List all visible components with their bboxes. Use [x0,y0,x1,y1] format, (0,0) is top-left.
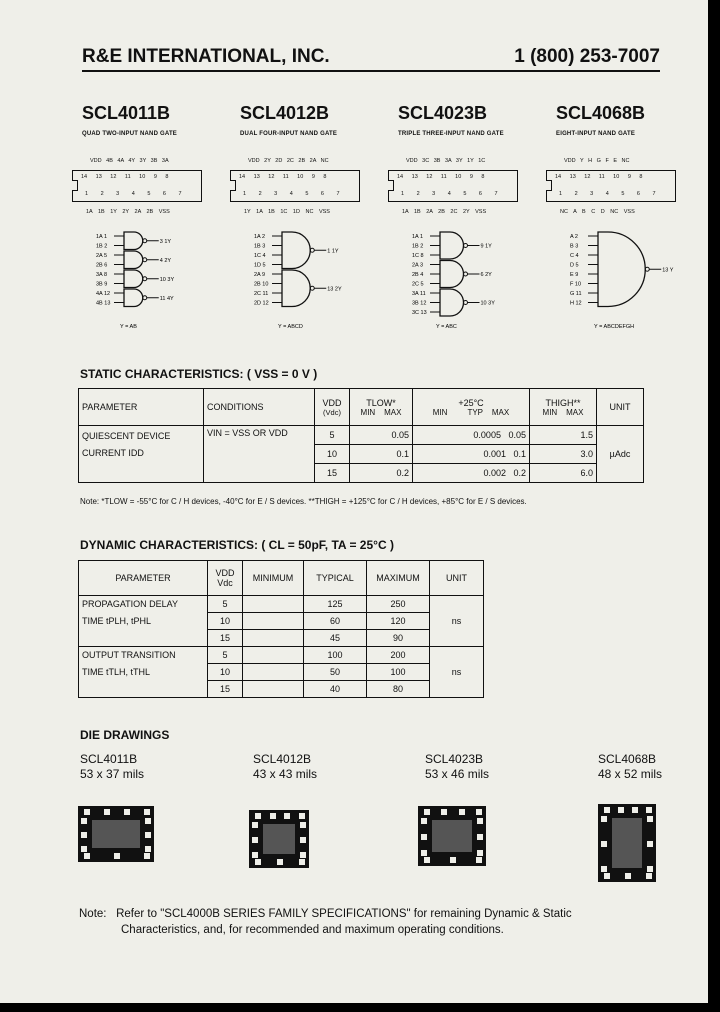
logic-equation: Y = AB [120,324,137,330]
dyn-vdd: 15 [208,630,243,647]
th-tlow: TLOW* MIN MAX [350,389,413,426]
logic-diagram [570,230,690,330]
top-pin-names: VDD 3C 3B 3A 3Y 1Y 1C [406,158,486,164]
output-label: 11 4Y [159,295,174,302]
dyn-typ: 45 [304,630,367,647]
die-part-name: SCL4012B [253,752,312,766]
top-pin-names: VDD 4B 4A 4Y 3Y 3B 3A [90,158,169,164]
nand-gate [598,232,645,307]
bond-pad [477,850,483,856]
dyn-min [243,681,304,698]
dyn-max: 100 [367,664,430,681]
dyn-vdd: 5 [208,647,243,664]
dyn-min [243,596,304,613]
nand-gate [124,251,143,269]
bond-pad [124,809,130,815]
dth-parameter: PARAMETER [79,561,208,596]
bond-pad [300,837,306,843]
bond-pad [476,809,482,815]
input-label: 2B 10 [254,281,269,288]
input-label: 1B 3 [254,243,266,250]
logic-equation: Y = ABCD [278,324,303,330]
die-size: 48 x 52 mils [598,767,663,781]
logic-equation: Y = ABCDEFGH [594,324,635,330]
th-parameter: PARAMETER [79,389,204,426]
dyn-typ: 40 [304,681,367,698]
dyn-min [243,613,304,630]
bond-pad [604,873,610,879]
bond-pad [421,850,427,856]
input-label: 2B 6 [96,262,108,269]
footnote-line1: Refer to "SCL4000B SERIES FAMILY SPECIFICATIONS" for remaining Dynamic & Static [116,908,572,920]
input-label: 1C 4 [254,253,266,259]
dyn-min [243,647,304,664]
bond-pad [601,841,607,847]
dth-max: MAXIMUM [367,561,430,596]
logic-diagram [96,230,216,330]
dth-typ: TYPICAL [304,561,367,596]
input-label: D 5 [570,262,579,269]
bond-pad [477,834,483,840]
table-row [79,647,484,664]
dyn-min [243,630,304,647]
die-part-name: SCL4011B [80,752,138,766]
top-pin-numbers: 14 13 12 11 10 9 8 [239,174,327,180]
input-label: 2A 5 [96,253,108,259]
bond-pad [255,859,261,865]
top-pin-numbers: 14 13 12 11 10 9 8 [397,174,485,180]
input-label: E 9 [570,272,579,278]
bond-pad [647,866,653,872]
input-label: 1A 1 [412,234,424,240]
bond-pad [477,818,483,824]
dyn-max: 80 [367,681,430,698]
part-description: EIGHT-INPUT NAND GATE [556,131,636,137]
part-description: QUAD TWO-INPUT NAND GATE [82,131,178,137]
static-title: STATIC CHARACTERISTICS: ( VSS = 0 V ) [80,367,318,381]
static-note: Note: *TLOW = -55°C for C / H devices, -40°C for E / S devices. **THIGH = +125°C for C / H devices, +85°C for E / S devices. [80,497,527,506]
bond-pad [270,813,276,819]
logic-diagram [412,230,532,330]
top-pin-names: VDD 2Y 2D 2C 2B 2A NC [248,158,329,164]
bond-pad [632,807,638,813]
bond-pad [618,807,624,813]
footnote-line2: Characteristics, and, for recommended and maximum operating conditions. [121,924,504,936]
input-label: 1B 2 [96,243,108,250]
dyn-max: 120 [367,613,430,630]
dth-unit: UNIT [430,561,484,596]
input-label: 3B 12 [412,300,427,307]
bond-pad [450,857,456,863]
bond-pad [476,857,482,863]
table-row [79,596,484,613]
vdd-10: 10 [315,445,350,464]
input-label: 1D 5 [254,262,266,269]
bond-pad [299,813,305,819]
die-image [78,806,154,862]
part-number: SCL4011B [82,103,171,123]
footnote [79,906,572,938]
input-label: 2D 12 [254,300,269,307]
logic-diagram [254,230,374,330]
tlow-max-5: 0.05 [350,426,413,445]
input-label: G 11 [570,291,582,297]
input-label: A 2 [570,234,578,240]
nand-gate [440,261,464,288]
vdd-15: 15 [315,464,350,483]
input-label: F 10 [570,281,582,288]
nand-gate [440,232,463,259]
die-core [92,820,140,848]
input-label: 1A 2 [254,234,266,240]
die-core [263,824,295,854]
bond-pad [277,859,283,865]
bond-pad [646,873,652,879]
die-image [249,810,309,868]
dip-package [72,170,202,202]
input-label: 4B 13 [96,300,111,307]
page-header [82,46,660,72]
bond-pad [300,852,306,858]
bond-pad [299,859,305,865]
bond-pad [81,818,87,824]
bond-pad [252,852,258,858]
thigh-max-10: 3.0 [530,445,597,464]
bond-pad [646,807,652,813]
input-label: 3C 13 [412,310,427,316]
bond-pad [421,818,427,824]
bond-pad [424,809,430,815]
dip-package [230,170,360,202]
output-label: 3 1Y [159,238,172,245]
dip-package [388,170,518,202]
top-pin-numbers: 14 13 12 11 10 9 8 [81,174,169,180]
bottom-pin-numbers: 1 2 3 4 5 6 7 [85,191,182,197]
dynamic-table [78,560,484,698]
top-pin-numbers: 14 13 12 11 10 9 8 [555,174,643,180]
bottom-pin-names: NC A B C D NC VSS [560,209,635,215]
input-label: 2A 9 [254,272,266,278]
input-label: H 12 [570,300,582,307]
company-name: R&E INTERNATIONAL, INC. [82,46,330,67]
part-number: SCL4068B [556,103,646,123]
dyn-param: OUTPUT TRANSITION TIME tTLH, tTHL [79,647,208,698]
bond-pad [441,809,447,815]
nand-gate [282,270,310,307]
output-label: 6 2Y [480,272,492,278]
dyn-param: PROPAGATION DELAY TIME tPLH, tPHL [79,596,208,647]
dyn-unit: ns [430,647,484,698]
dyn-min [243,664,304,681]
dip-package [546,170,676,202]
bond-pad [625,873,631,879]
input-label: 2B 4 [412,272,424,278]
nand-gate [440,289,464,316]
output-label: 10 3Y [480,300,495,307]
die-image [598,804,656,882]
bond-pad [145,818,151,824]
static-table [78,388,644,483]
bond-pad [604,807,610,813]
tlow-max-15: 0.2 [350,464,413,483]
bond-pad [81,846,87,852]
die-core [432,820,472,852]
bottom-pin-numbers: 1 2 3 4 5 6 7 [401,191,498,197]
input-label: 2C 11 [254,291,269,297]
bond-pad [252,822,258,828]
dyn-vdd: 5 [208,596,243,613]
input-label: B 3 [570,243,579,250]
vdd-5: 5 [315,426,350,445]
bond-pad [84,809,90,815]
die-image [418,806,486,866]
thigh-max-15: 6.0 [530,464,597,483]
bottom-pin-names: 1Y 1A 1B 1C 1D NC VSS [244,209,330,215]
thigh-max-5: 1.5 [530,426,597,445]
bottom-pin-names: 1A 1B 2A 2B 2C 2Y VSS [402,209,487,215]
top-pin-names: VDD Y H G F E NC [564,158,630,164]
dyn-vdd: 15 [208,681,243,698]
bond-pad [601,816,607,822]
dth-min: MINIMUM [243,561,304,596]
bond-pad [647,841,653,847]
dyn-max: 90 [367,630,430,647]
die-title: DIE DRAWINGS [80,728,170,742]
die-size: 53 x 37 mils [80,767,145,781]
nand-gate [124,270,143,288]
th-25c: +25°C MIN TYP MAX [413,389,530,426]
dyn-typ: 50 [304,664,367,681]
nand-gate [124,232,143,250]
t25-15: 0.002 0.2 [413,464,530,483]
bond-pad [255,813,261,819]
input-label: C 4 [570,253,579,259]
th-thigh: THIGH** MIN MAX [530,389,597,426]
input-label: 3A 8 [96,272,108,278]
logic-equation: Y = ABC [436,324,457,330]
dyn-unit: ns [430,596,484,647]
t25-10: 0.001 0.1 [413,445,530,464]
bond-pad [284,813,290,819]
dyn-vdd: 10 [208,613,243,630]
bond-pad [84,853,90,859]
die-part-name: SCL4068B [598,752,657,766]
bond-pad [647,816,653,822]
bond-pad [300,822,306,828]
bond-pad [252,837,258,843]
part-number: SCL4012B [240,103,330,123]
dyn-max: 250 [367,596,430,613]
output-label: 4 2Y [159,257,172,264]
phone-number: 1 (800) 253-7007 [514,46,660,67]
input-label: 1C 8 [412,253,424,259]
bond-pad [81,832,87,838]
nand-gate [124,289,143,307]
part-number: SCL4023B [398,103,488,123]
output-label: 13 Y [662,267,674,274]
cond-cell: VIN = VSS OR VDD [204,426,315,483]
output-label: 10 3Y [159,276,175,283]
dyn-typ: 60 [304,613,367,630]
bottom-pin-numbers: 1 2 3 4 5 6 7 [559,191,656,197]
bond-pad [144,809,150,815]
output-label: 1 1Y [327,248,339,255]
input-label: 2A 3 [412,262,424,269]
bond-pad [144,853,150,859]
bottom-pin-numbers: 1 2 3 4 5 6 7 [243,191,340,197]
dyn-vdd: 10 [208,664,243,681]
input-label: 1B 2 [412,243,424,250]
input-label: 3A 11 [412,291,426,297]
footnote-label: Note: [79,908,107,920]
output-label: 13 2Y [327,286,342,293]
output-label: 9 1Y [480,243,492,250]
part-description: TRIPLE THREE-INPUT NAND GATE [398,131,504,137]
input-label: 2C 5 [412,281,424,288]
die-part-name: SCL4023B [425,752,484,766]
tlow-max-10: 0.1 [350,445,413,464]
unit-cell: µAdc [597,426,644,483]
dyn-typ: 100 [304,647,367,664]
die-core [612,818,642,868]
bond-pad [459,809,465,815]
part-description: DUAL FOUR-INPUT NAND GATE [240,131,338,137]
t25-5: 0.0005 0.05 [413,426,530,445]
th-unit: UNIT [597,389,644,426]
input-label: 3B 9 [96,281,108,288]
bond-pad [421,834,427,840]
dyn-max: 200 [367,647,430,664]
bottom-pin-names: 1A 1B 1Y 2Y 2A 2B VSS [86,209,170,215]
bond-pad [601,866,607,872]
die-size: 43 x 43 mils [253,767,318,781]
die-size: 53 x 46 mils [425,767,490,781]
input-label: 1A 1 [96,234,108,240]
nand-gate [282,232,310,269]
th-vdd: VDD (Vdc) [315,389,350,426]
bond-pad [114,853,120,859]
input-label: 4A 12 [96,291,111,297]
bond-pad [145,846,151,852]
dth-vdd: VDD Vdc [208,561,243,596]
param-cell: QUIESCENT DEVICE CURRENT IDD [79,426,204,483]
bond-pad [424,857,430,863]
bond-pad [145,832,151,838]
dyn-typ: 125 [304,596,367,613]
dynamic-title: DYNAMIC CHARACTERISTICS: ( CL = 50pF, TA = 25°C ) [80,538,394,552]
bond-pad [104,809,110,815]
th-conditions: CONDITIONS [204,389,315,426]
